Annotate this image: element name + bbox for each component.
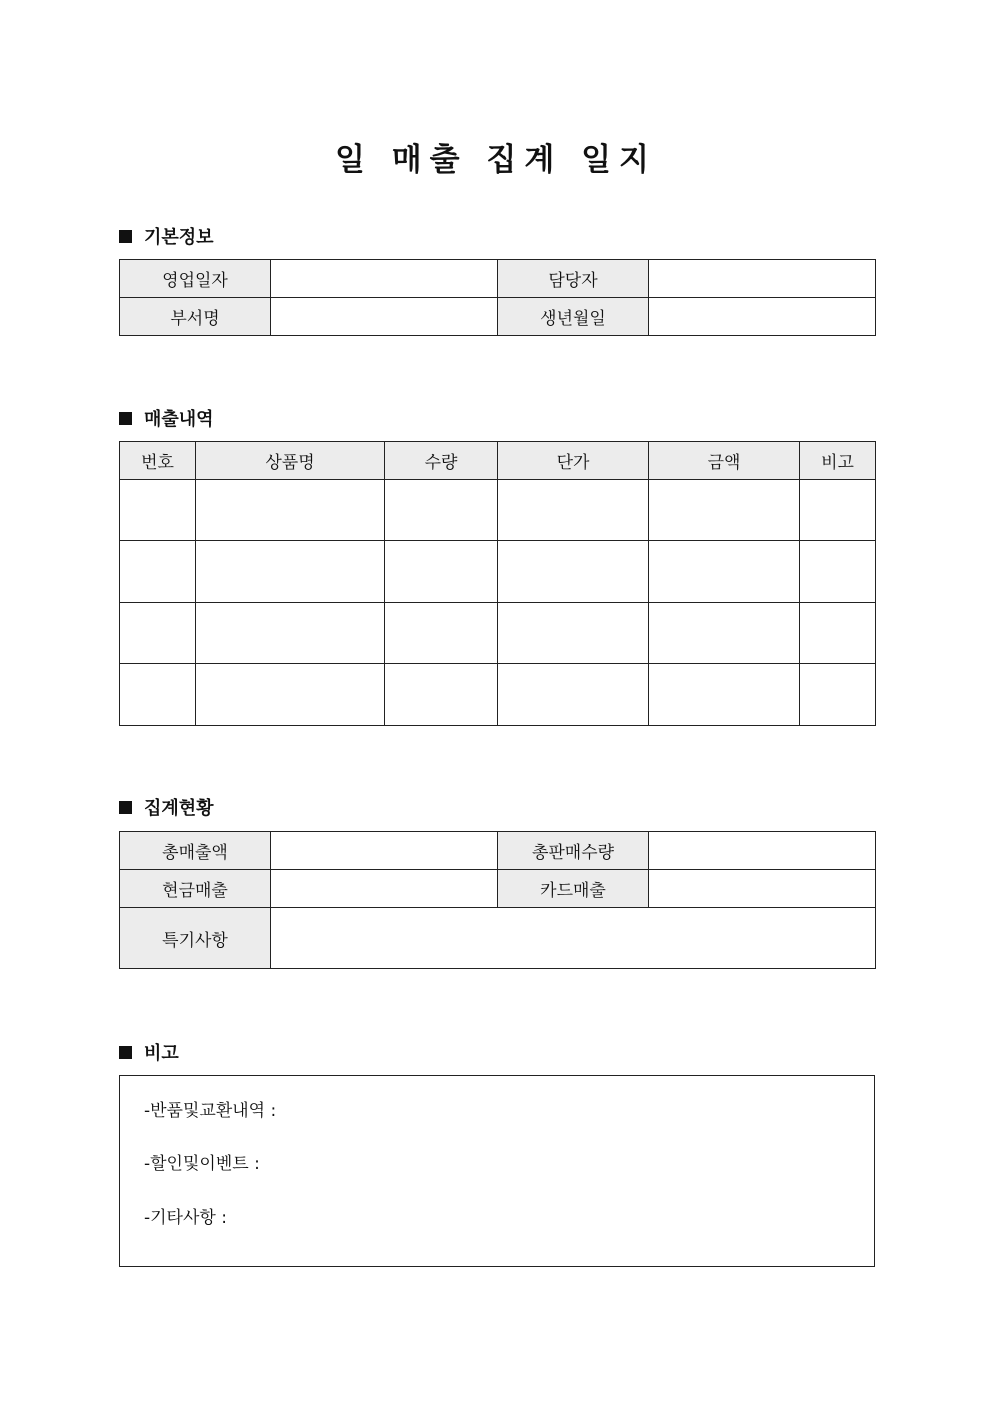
section-heading-label: 비고: [144, 1043, 179, 1064]
table-cell[interactable]: [800, 603, 876, 664]
section-heading-summary: [119, 794, 214, 820]
summary-table: [119, 831, 876, 969]
total-sales-field[interactable]: [271, 832, 498, 870]
section-heading-label: 매출내역: [144, 409, 214, 430]
table-row: [120, 541, 876, 603]
section-heading-remarks: [119, 1039, 179, 1065]
table-cell[interactable]: [385, 541, 498, 603]
table-cell[interactable]: [649, 603, 800, 664]
column-header-quantity: 수량: [385, 442, 498, 480]
table-cell[interactable]: [649, 480, 800, 541]
table-cell[interactable]: [498, 664, 649, 726]
label-department: 부서명: [120, 298, 271, 336]
table-cell[interactable]: [196, 480, 385, 541]
section-heading-sales: [119, 405, 214, 431]
table-cell[interactable]: [196, 603, 385, 664]
label-cash-sales: 현금매출: [120, 870, 271, 908]
label-total-sales: 총매출액: [120, 832, 271, 870]
label-business-date: 영업일자: [120, 260, 271, 298]
label-manager: 담당자: [498, 260, 649, 298]
table-cell[interactable]: [120, 603, 196, 664]
label-card-sales: 카드매출: [498, 870, 649, 908]
basic-info-table: [119, 259, 876, 336]
square-bullet-icon: [119, 801, 132, 814]
section-heading-label: 기본정보: [144, 227, 214, 248]
table-cell[interactable]: [120, 664, 196, 726]
column-header-product: 상품명: [196, 442, 385, 480]
table-cell[interactable]: [385, 603, 498, 664]
section-heading-basic: [119, 223, 214, 249]
table-cell[interactable]: [498, 603, 649, 664]
label-birth-date: 생년월일: [498, 298, 649, 336]
remarks-returns: -반품및교환내역 :: [144, 1101, 277, 1121]
sales-table: [119, 441, 876, 726]
remarks-others: -기타사항 :: [144, 1208, 227, 1228]
table-row: [120, 603, 876, 664]
table-cell[interactable]: [385, 480, 498, 541]
department-field[interactable]: [271, 298, 498, 336]
label-special-notes: 특기사항: [120, 908, 271, 969]
table-cell[interactable]: [385, 664, 498, 726]
square-bullet-icon: [119, 230, 132, 243]
table-row: [120, 480, 876, 541]
remarks-box[interactable]: [119, 1075, 875, 1267]
table-cell[interactable]: [800, 480, 876, 541]
label-total-quantity: 총판매수량: [498, 832, 649, 870]
total-quantity-field[interactable]: [649, 832, 876, 870]
manager-field[interactable]: [649, 260, 876, 298]
table-cell[interactable]: [498, 480, 649, 541]
table-cell[interactable]: [800, 541, 876, 603]
card-sales-field[interactable]: [649, 870, 876, 908]
table-cell[interactable]: [800, 664, 876, 726]
cash-sales-field[interactable]: [271, 870, 498, 908]
column-header-amount: 금액: [649, 442, 800, 480]
table-cell[interactable]: [120, 480, 196, 541]
table-cell[interactable]: [196, 664, 385, 726]
table-cell[interactable]: [649, 664, 800, 726]
table-cell[interactable]: [498, 541, 649, 603]
special-notes-field[interactable]: [271, 908, 876, 969]
business-date-field[interactable]: [271, 260, 498, 298]
birth-date-field[interactable]: [649, 298, 876, 336]
square-bullet-icon: [119, 1046, 132, 1059]
column-header-remarks: 비고: [800, 442, 876, 480]
table-cell[interactable]: [649, 541, 800, 603]
section-heading-label: 집계현황: [144, 798, 214, 819]
page-title: 일 매출 집계 일지: [335, 142, 657, 178]
table-row: [120, 664, 876, 726]
table-cell[interactable]: [120, 541, 196, 603]
column-header-unit-price: 단가: [498, 442, 649, 480]
remarks-discounts: -할인및이벤트 :: [144, 1154, 260, 1174]
square-bullet-icon: [119, 412, 132, 425]
column-header-number: 번호: [120, 442, 196, 480]
table-cell[interactable]: [196, 541, 385, 603]
